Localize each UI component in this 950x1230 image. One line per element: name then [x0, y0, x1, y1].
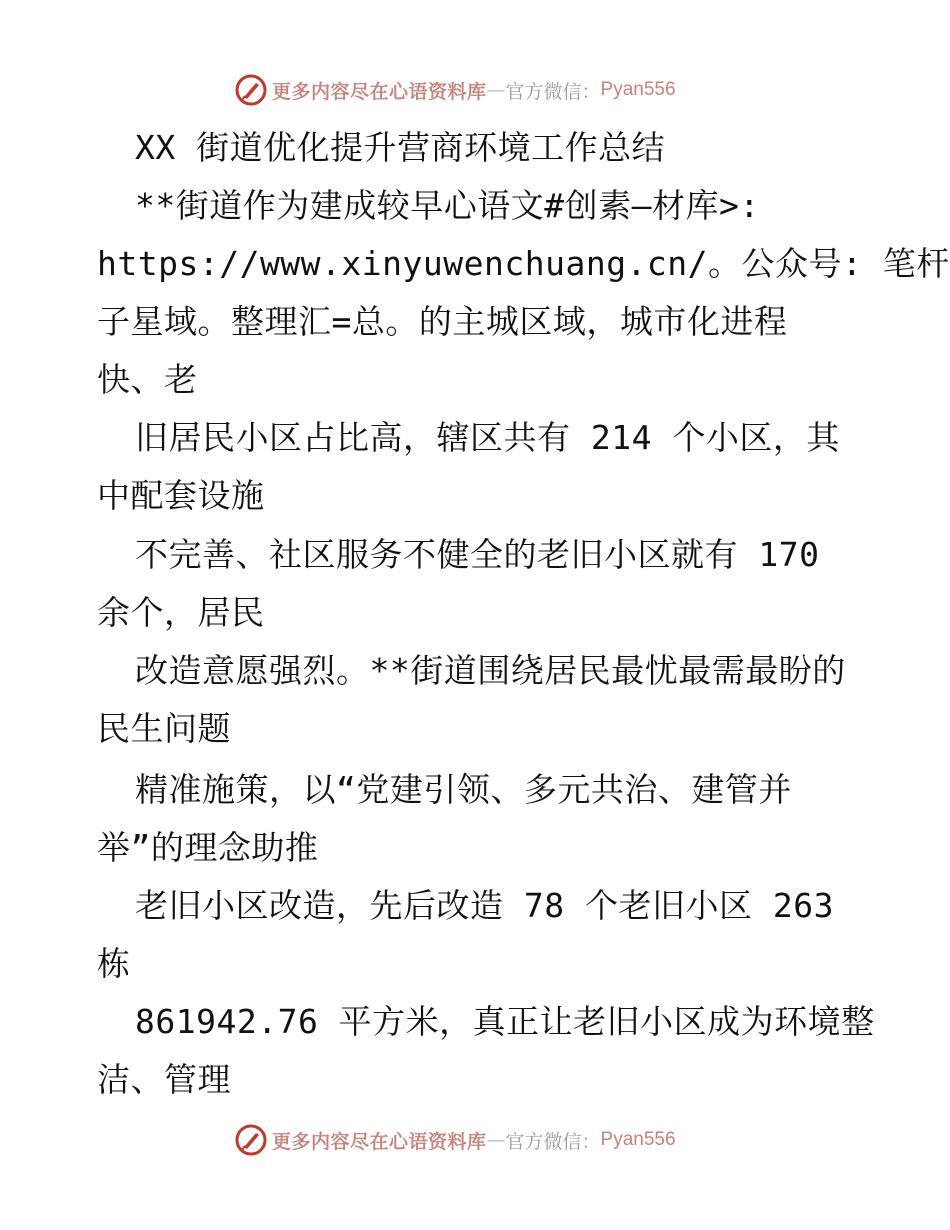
banner-dash: — [486, 1129, 506, 1151]
paragraph-line: 老旧小区改造，先后改造 78 个老旧小区 263 [135, 886, 834, 925]
paragraph-line: 举”的理念助推 [97, 828, 319, 867]
feather-pen-circle-icon [234, 73, 268, 107]
banner-wechat-label: 官方微信： [505, 80, 601, 103]
paragraph-line: 精准施策，以“党建引领、多元共治、建管并 [135, 770, 792, 809]
paragraph-line: 余个，居民 [97, 593, 265, 632]
header-banner [234, 70, 676, 110]
paragraph-line: 快、老 [97, 360, 198, 399]
banner-wechat-id: Pyan556 [600, 1129, 676, 1150]
document-title: XX 街道优化提升营商环境工作总结 [135, 128, 666, 167]
banner-wechat-id: Pyan556 [600, 79, 676, 100]
paragraph-line: https://www.xinyuwenchuang.cn/。公众号: 笔杆 [97, 244, 950, 283]
paragraph-line: 不完善、社区服务不健全的老旧小区就有 170 [135, 535, 820, 574]
paragraph-line: 旧居民小区占比高，辖区共有 214 个小区，其 [135, 418, 840, 457]
paragraph-line: 洁、管理 [97, 1060, 231, 1099]
banner-text: 更多内容尽在心语资料库 [272, 1130, 487, 1153]
paragraph-line: 861942.76 平方米，真正让老旧小区成为环境整 [135, 1002, 875, 1041]
paragraph-line: 改造意愿强烈。**街道围绕居民最忧最需最盼的 [135, 651, 846, 690]
banner-wechat-label: 官方微信： [505, 1130, 601, 1153]
paragraph-line: 中配套设施 [97, 476, 265, 515]
paragraph-line: **街道作为建成较早心语文#创素—材库>: [135, 186, 760, 225]
feather-pen-circle-icon [234, 1123, 268, 1157]
paragraph-line: 子星域。整理汇=总。的主城区域，城市化进程 [97, 302, 788, 341]
banner-text: 更多内容尽在心语资料库 [272, 80, 487, 103]
banner-dash: — [486, 79, 506, 101]
paragraph-line: 栋 [97, 944, 131, 983]
paragraph-line: 民生问题 [97, 709, 231, 748]
footer-banner [234, 1120, 676, 1160]
